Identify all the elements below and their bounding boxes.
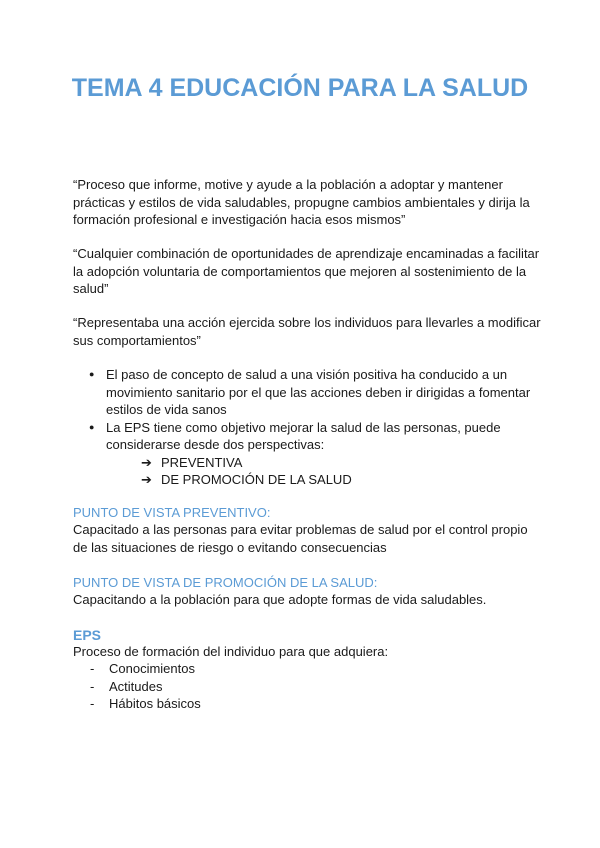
bullet-item (73, 366, 553, 419)
list-item (73, 695, 201, 713)
perspective-list (106, 454, 553, 489)
section-text-promotion: Capacitando a la población para que adopte formas de vida saludables. (73, 592, 487, 607)
perspective-item (106, 454, 553, 472)
bullet-text: El paso de concepto de salud a una visión positiva ha conducido a un movimiento sanitario por el que las acciones deben ir dirigidas a fomentar estilos de vida sanos (106, 367, 531, 417)
dash-icon: - (90, 696, 95, 711)
perspective-label: DE PROMOCIÓN DE LA SALUD (161, 472, 352, 487)
section-text-preventive: Capacitado a las personas para evitar problemas de salud por el control propio de las situaciones de riesgo o evitando consecuencias (73, 522, 528, 555)
quote-definition-3: “Representaba una acción ejercida sobre los individuos para llevarles a modificar sus comportamientos” (73, 315, 541, 348)
dash-icon: - (90, 661, 95, 676)
bullet-item (73, 419, 553, 489)
eps-list (73, 660, 201, 713)
list-item-text: Actitudes (109, 678, 163, 694)
eps-intro: Proceso de formación del individuo para que adquiera: (73, 644, 389, 659)
bullet-list (73, 366, 553, 489)
list-item (73, 660, 201, 678)
bullet-dot-icon: ● (89, 421, 95, 432)
arrow-right-icon: ➔ (141, 454, 152, 470)
bullet-dot-icon: ● (89, 369, 95, 379)
section-heading-preventive: PUNTO DE VISTA PREVENTIVO: (73, 505, 271, 520)
section-heading-promotion: PUNTO DE VISTA DE PROMOCIÓN DE LA SALUD: (73, 575, 378, 590)
dash-icon: - (90, 678, 95, 694)
quote-definition-1: “Proceso que informe, motive y ayude a la población a adoptar y mantener prácticas y estilos de vida saludables, propugne cambios ambientales y dirija la formación profesional e investigación hacia esos mismos” (73, 177, 530, 227)
arrow-right-icon: ➔ (141, 472, 152, 487)
perspective-item (106, 471, 553, 489)
list-item-text: Conocimientos (109, 661, 195, 676)
bullet-text: La EPS tiene como objetivo mejorar la salud de las personas, puede considerarse desde dos perspectivas: (106, 419, 501, 452)
list-item-text: Hábitos básicos (109, 696, 201, 711)
list-item (73, 678, 201, 696)
perspective-label: PREVENTIVA (161, 454, 243, 470)
quote-definition-2: “Cualquier combinación de oportunidades de aprendizaje encaminadas a facilitar la adopción voluntaria de comportamientos que mejoren al sostenimiento de la salud” (73, 246, 540, 296)
page-title: TEMA 4 EDUCACIÓN PARA LA SALUD (71, 74, 529, 102)
eps-heading: EPS (73, 627, 102, 643)
